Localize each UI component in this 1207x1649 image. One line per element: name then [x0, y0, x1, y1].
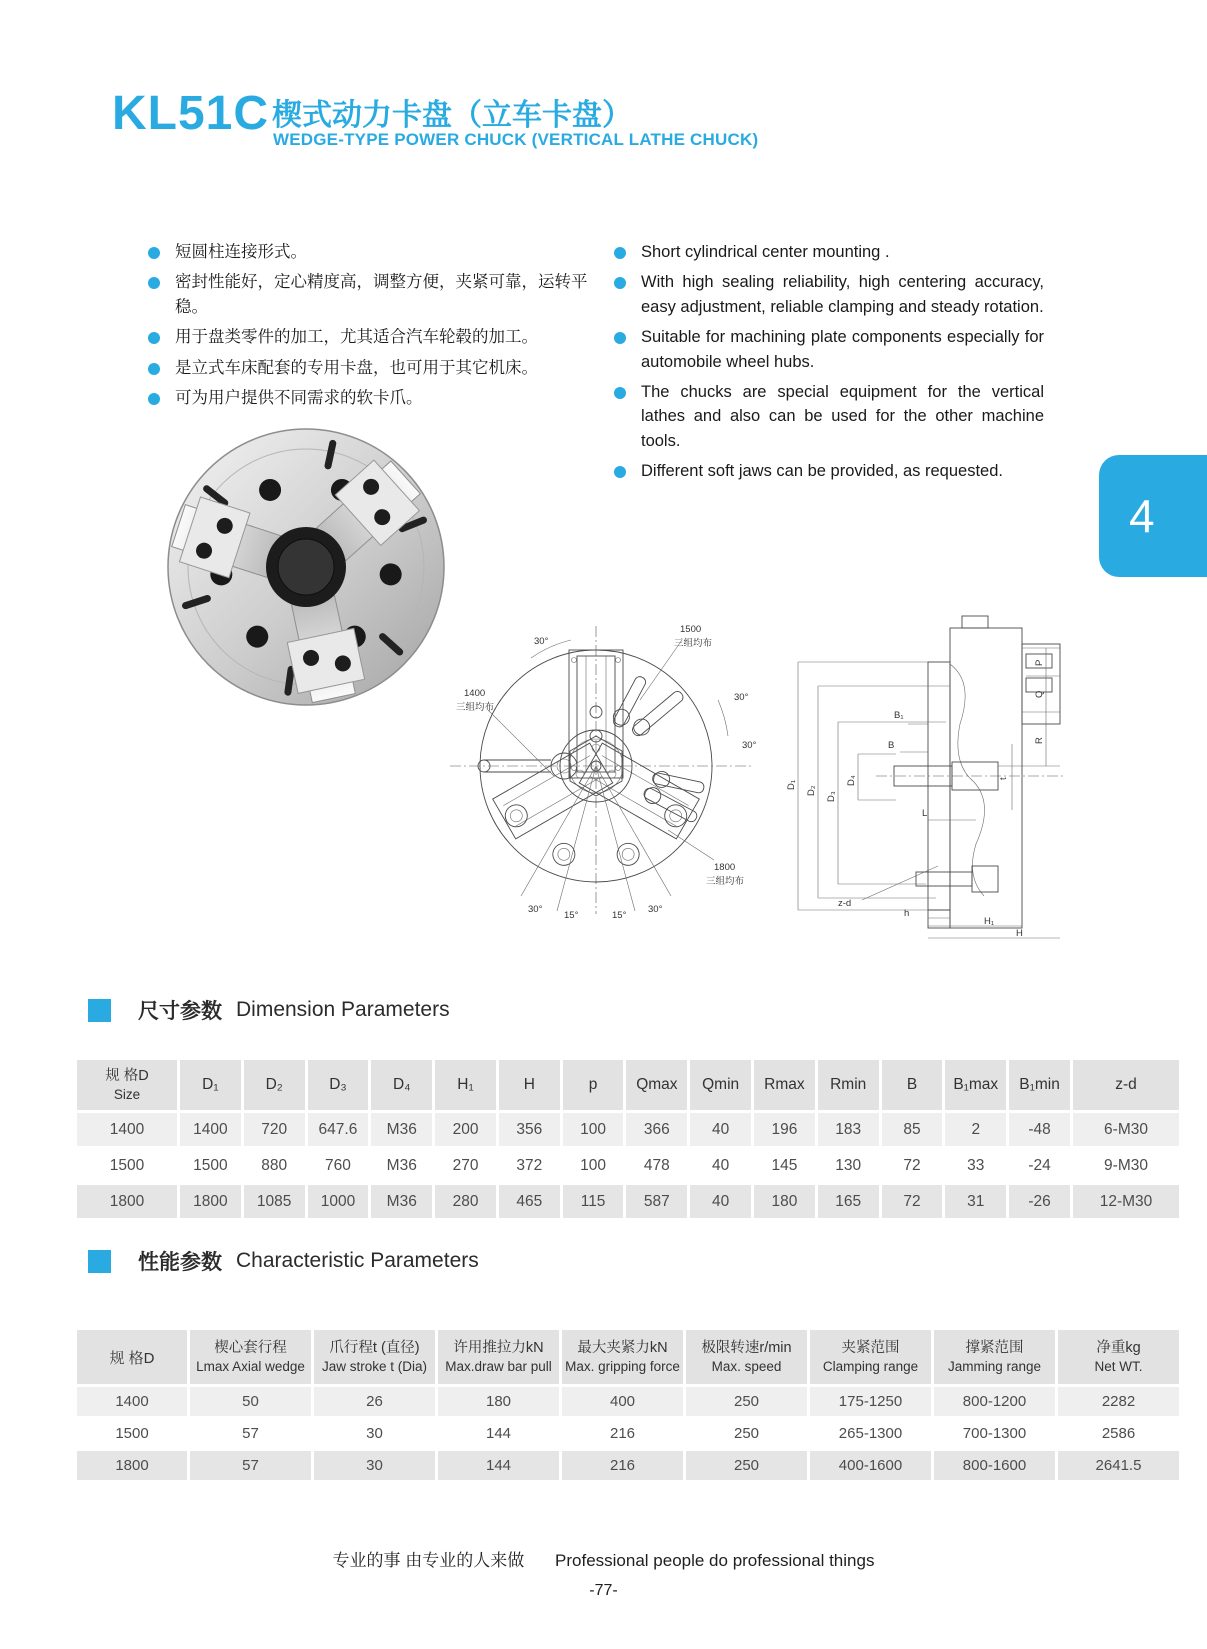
dim-label-zd: z-d: [838, 898, 852, 909]
table-cell: 30: [314, 1419, 435, 1448]
table-row: [77, 1451, 1179, 1480]
table-cell: 647.6: [308, 1113, 369, 1146]
table-cell: 183: [818, 1113, 879, 1146]
characteristic-table: [74, 1327, 1182, 1483]
section-title-characteristic: [88, 1246, 479, 1276]
column-header: 爪行程t (直径) Jaw stroke t (Dia): [314, 1330, 435, 1384]
dim-label-b: B: [888, 740, 895, 751]
product-title-zh: 楔式动力卡盘（立车卡盘）: [272, 99, 632, 132]
dim-label-q: Q: [1034, 690, 1045, 698]
dim-label-d2: D₂: [806, 785, 817, 796]
table-cell: 280: [435, 1185, 496, 1218]
table-cell: -26: [1009, 1185, 1070, 1218]
column-header: Qmax: [626, 1060, 687, 1110]
table-cell: 2: [945, 1113, 1006, 1146]
table-row: [77, 1113, 1179, 1146]
front-view-drawing: [436, 608, 768, 922]
wrench-handles: [610, 674, 706, 826]
table-cell: 144: [438, 1419, 559, 1448]
angle-label: 30°: [734, 692, 749, 703]
dimension-table: [74, 1057, 1182, 1221]
section-title-zh: 性能参数: [138, 1251, 222, 1274]
table-cell: 144: [438, 1451, 559, 1480]
dim-label-r: R: [1034, 737, 1045, 744]
page-number: -77-: [589, 1582, 618, 1599]
table-header-row: [77, 1060, 1179, 1110]
table-row: [77, 1149, 1179, 1182]
section-marker: [88, 1250, 111, 1273]
feature-item-en: The chucks are special equipment for the vertical lathes and also can be used for the other machine tools.: [612, 380, 1044, 453]
table-cell: 1400: [180, 1113, 241, 1146]
table-cell: 200: [435, 1113, 496, 1146]
table-cell: 196: [754, 1113, 815, 1146]
angle-label: 30°: [534, 636, 549, 647]
jaw-lower-right: [579, 743, 699, 839]
dim-label-h: h: [904, 908, 910, 919]
table-cell: 1800: [77, 1185, 177, 1218]
column-header: H₁: [435, 1060, 496, 1110]
feature-item-zh: 用于盘类零件的加工，尤其适合汽车轮毂的加工。: [146, 325, 606, 349]
table-cell: 880: [244, 1149, 305, 1182]
chuck-photo: [148, 415, 468, 715]
table-cell: 72: [882, 1185, 943, 1218]
table-cell: 180: [438, 1387, 559, 1416]
column-header: z-d: [1073, 1060, 1179, 1110]
column-header: Rmax: [754, 1060, 815, 1110]
table-cell: 9-M30: [1073, 1149, 1179, 1182]
dim-label-p: P: [1034, 659, 1045, 666]
column-header: B: [882, 1060, 943, 1110]
table-row: [77, 1419, 1179, 1448]
group-label-1500: 1500: [680, 624, 702, 635]
table-cell: 72: [882, 1149, 943, 1182]
table-cell: 372: [499, 1149, 560, 1182]
angle-label: 15°: [612, 910, 627, 921]
column-header: D₁: [180, 1060, 241, 1110]
table-cell: 145: [754, 1149, 815, 1182]
table-cell: 250: [686, 1387, 807, 1416]
table-cell: 100: [563, 1113, 624, 1146]
group-label-1800: 1800: [714, 862, 736, 873]
column-header: 夹紧范围 Clamping range: [810, 1330, 931, 1384]
column-header: Qmin: [690, 1060, 751, 1110]
column-header: B₁max: [945, 1060, 1006, 1110]
dim-label-d4: D₄: [846, 775, 857, 786]
group-label-1400: 1400: [464, 688, 486, 699]
dim-label-t: t: [998, 777, 1009, 780]
table-cell: 216: [562, 1419, 683, 1448]
footer-slogan: [0, 1546, 1207, 1571]
table-cell: 2282: [1058, 1387, 1179, 1416]
table-cell: 1085: [244, 1185, 305, 1218]
column-header: 撑紧范围 Jamming range: [934, 1330, 1055, 1384]
table-cell: 250: [686, 1419, 807, 1448]
group-label-1500-sub: 三组均布: [674, 638, 713, 649]
table-cell: 1500: [77, 1419, 187, 1448]
table-cell: 270: [435, 1149, 496, 1182]
table-cell: 165: [818, 1185, 879, 1218]
table-cell: 366: [626, 1113, 687, 1146]
table-cell: M36: [371, 1149, 432, 1182]
table-row: [77, 1387, 1179, 1416]
angle-label: 30°: [528, 904, 543, 915]
table-cell: M36: [371, 1185, 432, 1218]
column-header: 最大夹紧力kN Max. gripping force: [562, 1330, 683, 1384]
column-header: 许用推拉力kN Max.draw bar pull: [438, 1330, 559, 1384]
section-marker: [88, 999, 111, 1022]
dim-label-d1: D₁: [786, 779, 797, 790]
table-cell: 1500: [180, 1149, 241, 1182]
table-cell: 1500: [77, 1149, 177, 1182]
section-title-en: Characteristic Parameters: [236, 1249, 479, 1272]
table-cell: 180: [754, 1185, 815, 1218]
chapter-tab: [1099, 455, 1207, 577]
column-header: 楔心套行程 Lmax Axial wedge: [190, 1330, 311, 1384]
product-model: KL51C: [112, 87, 270, 140]
table-cell: 1800: [77, 1451, 187, 1480]
column-header: 极限转速r/min Max. speed: [686, 1330, 807, 1384]
table-header-row: [77, 1330, 1179, 1384]
table-cell: 130: [818, 1149, 879, 1182]
table-cell: 265-1300: [810, 1419, 931, 1448]
feature-item-zh: 可为用户提供不同需求的软卡爪。: [146, 386, 606, 410]
dim-label-hh: H: [1016, 928, 1023, 939]
group-label-1800-sub: 三组均布: [706, 876, 745, 887]
table-cell: 50: [190, 1387, 311, 1416]
table-cell: 57: [190, 1419, 311, 1448]
table-cell: 100: [563, 1149, 624, 1182]
table-cell: 1400: [77, 1387, 187, 1416]
table-cell: -48: [1009, 1113, 1070, 1146]
feature-item-en: With high sealing reliability, high centering accuracy, easy adjustment, reliable clamping and steady rotation.: [612, 270, 1044, 319]
dim-label-b1: B₁: [894, 710, 904, 721]
column-header: p: [563, 1060, 624, 1110]
table-cell: 700-1300: [934, 1419, 1055, 1448]
table-cell: 57: [190, 1451, 311, 1480]
feature-item-en: Different soft jaws can be provided, as requested.: [612, 459, 1044, 483]
section-title-zh: 尺寸参数: [138, 1000, 222, 1023]
table-cell: 6-M30: [1073, 1113, 1179, 1146]
feature-item-en: Short cylindrical center mounting .: [612, 240, 1044, 264]
table-cell: 800-1600: [934, 1451, 1055, 1480]
table-cell: 465: [499, 1185, 560, 1218]
feature-item-zh: 是立式车床配套的专用卡盘，也可用于其它机床。: [146, 356, 606, 380]
table-cell: 250: [686, 1451, 807, 1480]
table-cell: 175-1250: [810, 1387, 931, 1416]
column-header: 规 格D Size: [77, 1060, 177, 1110]
feature-list-zh: [146, 240, 606, 416]
table-cell: 30: [314, 1451, 435, 1480]
table-cell: M36: [371, 1113, 432, 1146]
feature-list-en: [612, 240, 1044, 490]
table-cell: 40: [690, 1113, 751, 1146]
table-cell: 33: [945, 1149, 1006, 1182]
cross-section-drawing: [776, 604, 1068, 948]
table-cell: 26: [314, 1387, 435, 1416]
column-header: Rmin: [818, 1060, 879, 1110]
angle-label: 30°: [742, 740, 757, 751]
column-header: H: [499, 1060, 560, 1110]
chapter-number: 4: [1129, 490, 1155, 542]
column-header: D₄: [371, 1060, 432, 1110]
table-cell: 400-1600: [810, 1451, 931, 1480]
dim-label-h1: H₁: [984, 916, 995, 927]
column-header: D₂: [244, 1060, 305, 1110]
footer-slogan-en: Professional people do professional things: [555, 1551, 875, 1570]
column-header: 净重kg Net WT.: [1058, 1330, 1179, 1384]
column-header: 规 格D: [77, 1330, 187, 1384]
table-cell: 587: [626, 1185, 687, 1218]
table-cell: 40: [690, 1149, 751, 1182]
table-cell: 2586: [1058, 1419, 1179, 1448]
column-header: B₁min: [1009, 1060, 1070, 1110]
dim-label-d3: D₃: [826, 791, 837, 802]
table-cell: 31: [945, 1185, 1006, 1218]
section-title-en: Dimension Parameters: [236, 998, 450, 1021]
angle-label: 15°: [564, 910, 579, 921]
dim-label-l: L: [922, 808, 928, 819]
table-cell: 478: [626, 1149, 687, 1182]
table-cell: 400: [562, 1387, 683, 1416]
table-cell: 12-M30: [1073, 1185, 1179, 1218]
table-cell: 115: [563, 1185, 624, 1218]
table-cell: 1000: [308, 1185, 369, 1218]
table-cell: 800-1200: [934, 1387, 1055, 1416]
table-cell: 40: [690, 1185, 751, 1218]
table-cell: 1800: [180, 1185, 241, 1218]
jaw-lower-left: [493, 743, 613, 839]
section-title-dimension: [88, 995, 450, 1025]
table-cell: 2641.5: [1058, 1451, 1179, 1480]
feature-item-zh: 短圆柱连接形式。: [146, 240, 606, 264]
table-cell: 760: [308, 1149, 369, 1182]
table-cell: 216: [562, 1451, 683, 1480]
table-row: [77, 1185, 1179, 1218]
table-cell: -24: [1009, 1149, 1070, 1182]
group-label-1400-sub: 三组均布: [456, 702, 495, 713]
feature-item-zh: 密封性能好，定心精度高，调整方便，夹紧可靠，运转平稳。: [146, 270, 606, 319]
table-cell: 85: [882, 1113, 943, 1146]
column-header: D₃: [308, 1060, 369, 1110]
table-cell: 720: [244, 1113, 305, 1146]
table-cell: 356: [499, 1113, 560, 1146]
table-cell: 1400: [77, 1113, 177, 1146]
angle-label: 30°: [648, 904, 663, 915]
product-title-en: WEDGE-TYPE POWER CHUCK (VERTICAL LATHE CHUCK): [273, 130, 759, 149]
feature-item-en: Suitable for machining plate components especially for automobile wheel hubs.: [612, 325, 1044, 374]
footer-slogan-zh: 专业的事 由专业的人来做: [332, 1551, 525, 1570]
